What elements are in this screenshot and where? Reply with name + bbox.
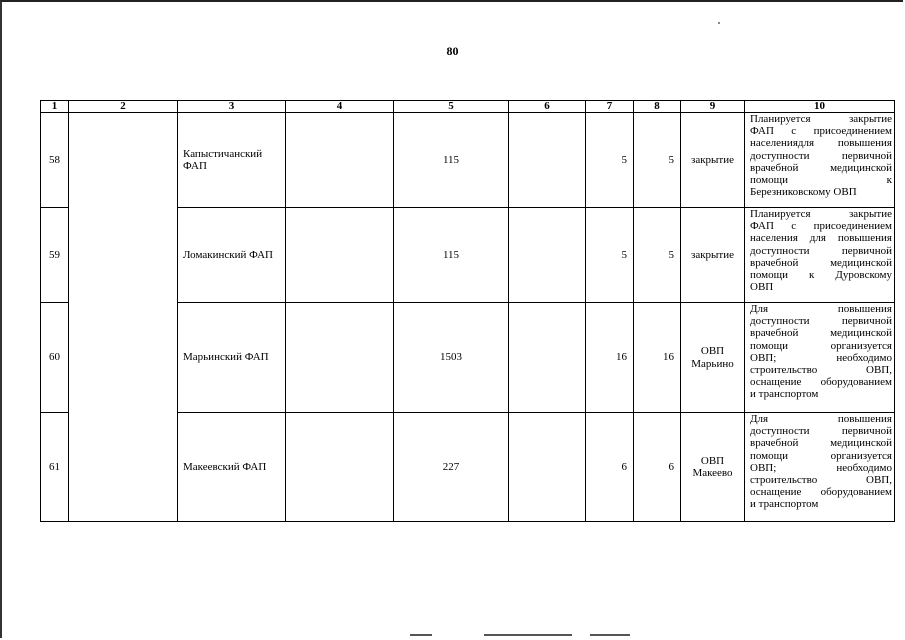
row-number: 60 [41, 303, 69, 413]
header-cell: 4 [286, 101, 394, 113]
description-line: строительство ОВП, [750, 364, 892, 377]
header-cell: 9 [681, 101, 745, 113]
facility-name: Капыстичанский ФАП [178, 113, 286, 208]
description-cell [745, 413, 895, 522]
action-value: закрытие [681, 208, 745, 303]
description-line: населениядля повышения [750, 137, 892, 150]
facility-name: Ломакинский ФАП [178, 208, 286, 303]
scan-mark [590, 634, 630, 636]
description-line: Для повышения [750, 413, 892, 425]
action-value: ОВП Макеево [681, 413, 745, 522]
scan-mark [410, 634, 432, 636]
header-row [41, 101, 895, 113]
description-cell [745, 303, 895, 413]
empty-cell [509, 113, 586, 208]
empty-cell [509, 413, 586, 522]
col7-value: 16 [586, 303, 634, 413]
empty-cell [286, 208, 394, 303]
description-line: помощи к Дуровскому [750, 269, 892, 282]
action-value: ОВП Марьино [681, 303, 745, 413]
scan-mark [484, 634, 572, 636]
header-cell: 6 [509, 101, 586, 113]
action-value: закрытие [681, 113, 745, 208]
col7-value: 5 [586, 113, 634, 208]
facility-name: Марьинский ФАП [178, 303, 286, 413]
description-cell [745, 208, 895, 303]
description-line: оснащение оборудованием [750, 376, 892, 389]
col8-value: 5 [634, 113, 681, 208]
table-row [41, 113, 895, 208]
empty-cell [286, 413, 394, 522]
scan-speck [718, 22, 720, 24]
description-line: Планируется закрытие [750, 208, 892, 220]
description-line: помощи организуется [750, 449, 892, 462]
description-line: строительство ОВП, [750, 474, 892, 487]
description-line: оснащение оборудованием [750, 486, 892, 499]
header-cell: 8 [634, 101, 681, 113]
empty-cell [509, 208, 586, 303]
population-value: 227 [394, 413, 509, 522]
description-line: Для повышения [750, 303, 892, 315]
population-value: 1503 [394, 303, 509, 413]
description-line: врачебной медицинской [750, 437, 892, 450]
empty-cell [286, 113, 394, 208]
district-cell [69, 113, 178, 522]
description-line: ОВП; необходимо [750, 351, 892, 364]
empty-cell [509, 303, 586, 413]
empty-cell [286, 303, 394, 413]
population-value: 115 [394, 113, 509, 208]
header-cell: 1 [41, 101, 69, 113]
description-line: ОВП [750, 281, 774, 294]
description-line: доступности первичной [750, 425, 892, 438]
header-cell: 7 [586, 101, 634, 113]
col7-value: 6 [586, 413, 634, 522]
description-line: Планируется закрытие [750, 113, 892, 125]
col8-value: 16 [634, 303, 681, 413]
population-value: 115 [394, 208, 509, 303]
facility-table [40, 100, 895, 522]
description-line: помощи организуется [750, 339, 892, 352]
description-line: доступности первичной [750, 244, 892, 257]
row-number: 59 [41, 208, 69, 303]
description-line: врачебной медицинской [750, 327, 892, 340]
description-line: ОВП; необходимо [750, 461, 892, 474]
description-line: доступности первичной [750, 149, 892, 162]
description-line: ФАП с присоединением [750, 220, 892, 233]
row-number: 58 [41, 113, 69, 208]
description-line: и транспортом [750, 388, 819, 401]
header-cell: 3 [178, 101, 286, 113]
description-line: и транспортом [750, 498, 819, 511]
col7-value: 5 [586, 208, 634, 303]
description-line: врачебной медицинской [750, 161, 892, 174]
description-line: населения для повышения [750, 232, 892, 245]
col8-value: 6 [634, 413, 681, 522]
page-number: 80 [446, 44, 459, 58]
description-line: доступности первичной [750, 315, 892, 328]
description-line: Березниковскому ОВП [750, 186, 857, 199]
header-cell: 5 [394, 101, 509, 113]
facility-name: Макеевский ФАП [178, 413, 286, 522]
header-cell: 10 [745, 101, 895, 113]
header-cell: 2 [69, 101, 178, 113]
col8-value: 5 [634, 208, 681, 303]
description-line: ФАП с присоединением [750, 125, 892, 138]
description-line: врачебной медицинской [750, 256, 892, 269]
description-line: помощи к [750, 174, 892, 187]
description-cell [745, 113, 895, 208]
row-number: 61 [41, 413, 69, 522]
